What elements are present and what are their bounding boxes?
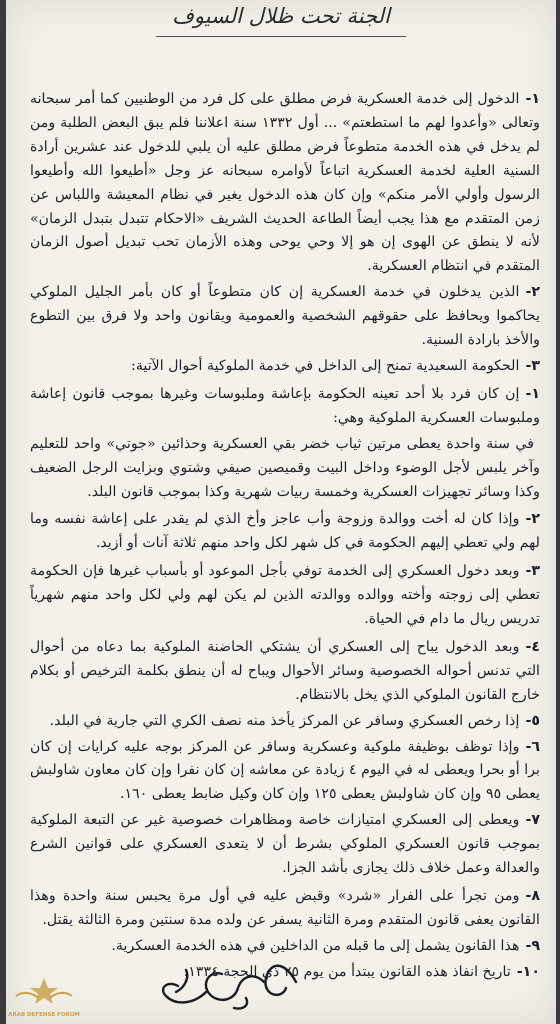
forum-logo: [8, 972, 80, 1022]
paragraph-6: [30, 508, 540, 556]
paragraph-number: ٤-: [525, 638, 540, 655]
paragraph-number: ١٠-: [516, 963, 540, 980]
paragraph-text: وبعد دخول العسكري إلى الخدمة توفي بأجل الموعود أو بأسباب غيرها فإن الحكومة تعطي إلى زوجته وأخته ووالده ووالدته الذين لم يكن لهم ولي لكل واحد منهم شهرياً تدريس ريال ما دام في الحياة.: [30, 563, 540, 628]
paragraph-number: ٢-: [525, 284, 540, 301]
paragraph-9: [30, 710, 540, 734]
paragraph-number: ٣-: [525, 563, 540, 580]
paragraph-12: [30, 885, 540, 933]
paragraph-number: ١-: [525, 385, 540, 402]
paragraph-1: [30, 88, 540, 279]
paragraph-number: ٢-: [525, 511, 540, 528]
paragraph-3: [30, 355, 540, 379]
paragraph-text: ويعطى إلى العسكري امتيازات خاصة ومظاهرات خصوصية غير عن التبعة الملوكية بموجب قانون العسكري الملوكي بشرط أن لا يتعدى العسكري على قوانين الشرع والعدالة وعمل خلاف ذلك يجازى بأشد الجزا.: [30, 812, 540, 877]
paragraph-text: إذا رخص العسكري وسافر عن المركز يأخذ منه نصف الكري التي جارية في البلد.: [49, 712, 520, 729]
paragraph-8: [30, 636, 540, 708]
paragraph-text: الدخول إلى خدمة العسكرية فرض مطلق على كل فرد من الوطنيين كما أمر سبحانه وتعالى «وأعدوا لهم ما استطعتم» ... أول ١٣٣٢ سنة اعلاننا فلم يبق البعض الطلبة ومن لم يدخل في هذه الخدمة متطوعاً فرض مطلق عليه أن يلبي للدخول عند عشرين أرادة السنية العلية لخدمة العسكرية اتباعاً لأوامره سبحانه عز وجل «أطيعوا الله وأطيعوا الرسول وأولي الأمر منكم» وإن كان هذه الدخول يغير في نظام المعيشة واللباس عن زمن المتقدم مع هذا يجب أيضاً الطاعة الحديث الشريف «الاحكام تتبدل بتبدل الزمان» لأنه لا ينطق عن الهوى إن هو إلا وحي يوحى وهذه الأزمان تحب تبديل أصول الزمان المتقدم في انتظام العسكرية.: [30, 91, 540, 275]
paragraph-text: الذين يدخلون في خدمة العسكرية إن كان متطوعاً أو كان بأمر الجليل الملوكي يحاكموا ويحافظ على حقوقهم الشخصية والعمومية ويقانون واحد ولا فرق بين التطوع والأخذ بارادة السنية.: [30, 284, 540, 349]
paragraph-number: ٥-: [525, 712, 540, 729]
document-title: الجنة تحت ظلال السيوف: [172, 4, 390, 28]
paragraph-2: [30, 281, 540, 353]
paragraph-text: إن كان فرد بلا أحد تعينه الحكومة بإعاشة وملبوسات وغيرها بموجب قانون إعاشة وملبوسات العسكرية الملوكية وهي:: [30, 385, 540, 426]
paragraph-text: في سنة واحدة يعطى مرتين ثياب خضر بقي العسكرية وحذائين «جوتي» واحد للتعليم وآخر يلبس لأجل الوضوء وداخل البيت وقميصين صيفي وشتوي وبزايت الرجل الضعيف وكذا وسائر تجهيزات العسكرية وخمسة ربيات شهرية وكذا بموجب قانون البلد.: [30, 435, 540, 500]
paragraph-text: وإذا كان له أخت ووالدة وزوجة وأب عاجز وأخ الذي لم يقدر على إعاشة نفسه وما لهم ولي تعطي إليهم الحكومة في كل شهر لكل واحد منهم ثلاثة آنات أو أزيد.: [30, 511, 540, 552]
signature-mark: [146, 952, 306, 1012]
paragraph-4: [30, 383, 540, 431]
paragraph-5: [30, 433, 540, 505]
document-body: [30, 88, 541, 980]
paragraph-number: ٩-: [525, 937, 540, 954]
paragraph-number: ٧-: [525, 812, 540, 829]
paragraph-10: [30, 736, 540, 808]
document-page: [6, 0, 556, 1024]
paragraph-text: هذا القانون يشمل إلى ما قبله من الداخلين في هذه الخدمة العسكرية.: [111, 937, 520, 954]
paragraph-text: وإذا توظف بوظيفة ملوكية وعسكرية وسافر عن المركز بوجه عليه كرايات إن كان برا أو بحرا ويعطى له في اليوم ٤ زيادة عن معاشه إن كان نفرا وإن كان معاون شاولبش يعطى ٩٥ وإن كان شاولبش يعطى ١٢٥ وإن كان وكيل ضابط يعطى ١٦٠.: [30, 738, 541, 803]
paragraph-text: تاريخ انفاذ هذه القانون يبتدأ من يوم ٢٥ ذي الحجة ١٣٣٤.: [183, 963, 511, 980]
paragraph-text: ومن تجرأ على الفرار «شرد» وقبض عليه في أول مرة يحبس سنة واحدة وهذا القانون يعفى قانون المتقدم ومرة الثانية يسفر عن ولده مدة سنتين ومرة الثالثة يقتل.: [30, 888, 540, 928]
paragraph-text: الحكومة السعيدية تمنح إلى الداخل في خدمة الملوكية أحوال الآتية:: [131, 357, 520, 374]
paragraph-number: ٣-: [525, 357, 540, 374]
title-underline: [156, 36, 406, 37]
paragraph-11: [30, 809, 540, 881]
paragraph-7: [30, 560, 540, 632]
paragraph-number: ١-: [525, 91, 540, 107]
paragraph-text: وبعد الدخول يباح إلى العسكري أن يشتكي الحاضنة الملوكية بما دعاه من أحوال التي تدنس أحواله الخصوصية وسائر الأحوال ويباح له أن ينطق بكلمة الترخيص أو بكلام خارج القانون الملوكي الذي يخل بالانتظام.: [30, 638, 540, 703]
paragraph-number: ٦-: [525, 738, 540, 755]
paragraph-number: ٨-: [525, 888, 540, 904]
forum-logo-text: ARAB DEFENSE FORUM: [8, 1012, 80, 1018]
